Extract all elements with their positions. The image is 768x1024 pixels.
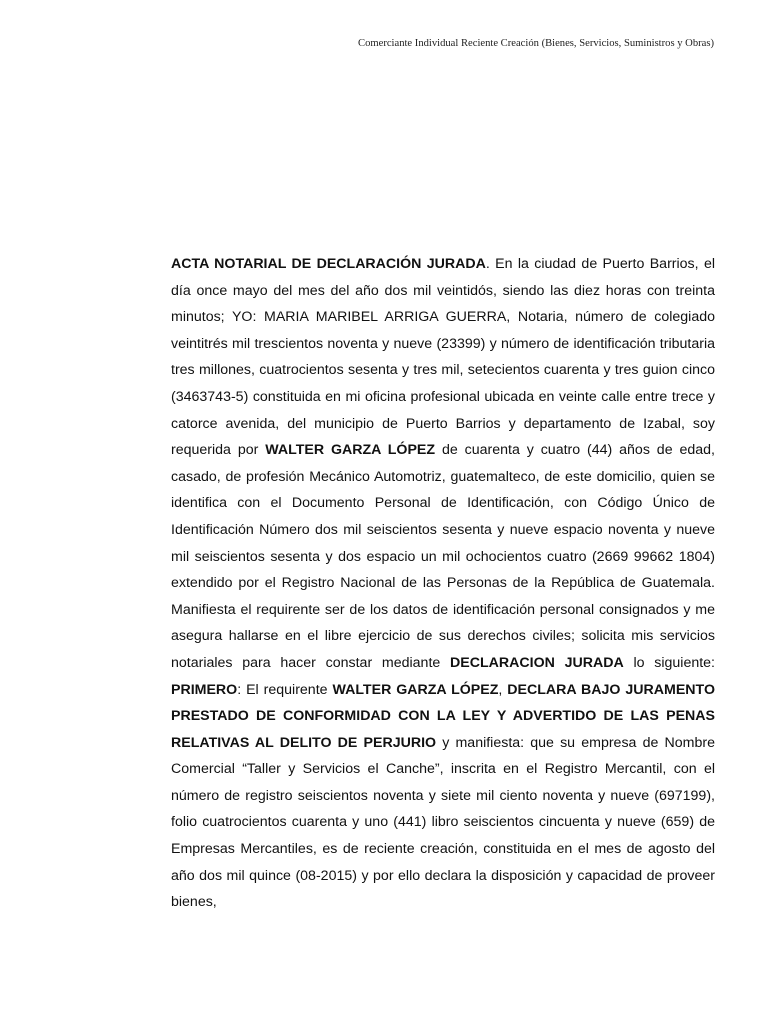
primero-label: PRIMERO (171, 681, 238, 698)
body-text-span: lo siguiente: (623, 654, 716, 671)
body-text-span: y manifiesta: que su empresa de Nombre Comercial “Taller y Servicios el Canche”, inscrita en el Registro Mercantil, con el número de registro seiscientos noventa y siete mil ciento noventa y nueve (697199), folio cuatrocientos cuarenta y uno (441) libro seiscientos cincuenta y nueve (659) de Empresas Mercantiles, es de reciente creación, constituida en el mes de agosto del año dos mil quince (08-2015) y por ello declara la disposición y capacidad de proveer bienes, (171, 734, 715, 911)
requirente-name: WALTER GARZA LÓPEZ (332, 681, 499, 698)
requirente-name: WALTER GARZA LÓPEZ (265, 442, 436, 459)
body-text-span: . En la ciudad de Puerto Barrios, el día once mayo del mes del año dos mil veintidós, siendo las diez horas con treinta minutos; YO: MARIA MARIBEL ARRIGA GUERRA, Notaria, número de colegiado veintitrés mil trescientos noventa y nueve (23399) y número de identificación tributaria tres millones, cuatrocientos sesenta y tres mil, setecientos cuarenta y tres guion cinco (3463743-5) constituida en mi oficina profesional ubicada en veinte calle entre trece y catorce avenida, del municipio de Puerto Barrios y departamento de Izabal, soy requerida por (171, 256, 715, 459)
document-body (171, 251, 715, 916)
declaracion-jurada-label: DECLARACION JURADA (450, 654, 624, 671)
body-text-span: : El requirente (237, 681, 333, 698)
body-text-span: de cuarenta y cuatro (44) años de edad, casado, de profesión Mecánico Automotriz, guatemalteco, de este domicilio, quien se identifica con el Documento Personal de Identificación, con Código Único de Identificación Número dos mil seiscientos sesenta y nueve espacio noventa y nueve mil seiscientos sesenta y dos espacio un mil ochocientos cuatro (2669 99662 1804) extendido por el Registro Nacional de las Personas de la República de Guatemala. Manifiesta el requirente ser de los datos de identificación personal consignados y me asegura hallarse en el libre ejercicio de sus derechos civiles; solicita mis servicios notariales para hacer constar mediante (171, 442, 715, 671)
oath-declaration: DECLARA BAJO JURAMENTO PRESTADO DE CONFORMIDAD CON LA LEY Y ADVERTIDO DE LAS PENAS RELATIVAS AL DELITO DE PERJURIO (171, 681, 715, 751)
act-title: ACTA NOTARIAL DE DECLARACIÓN JURADA (171, 256, 486, 272)
body-text-span: , (498, 681, 508, 698)
running-header: Comerciante Individual Reciente Creación (Bienes, Servicios, Suministros y Obras) (358, 38, 714, 49)
